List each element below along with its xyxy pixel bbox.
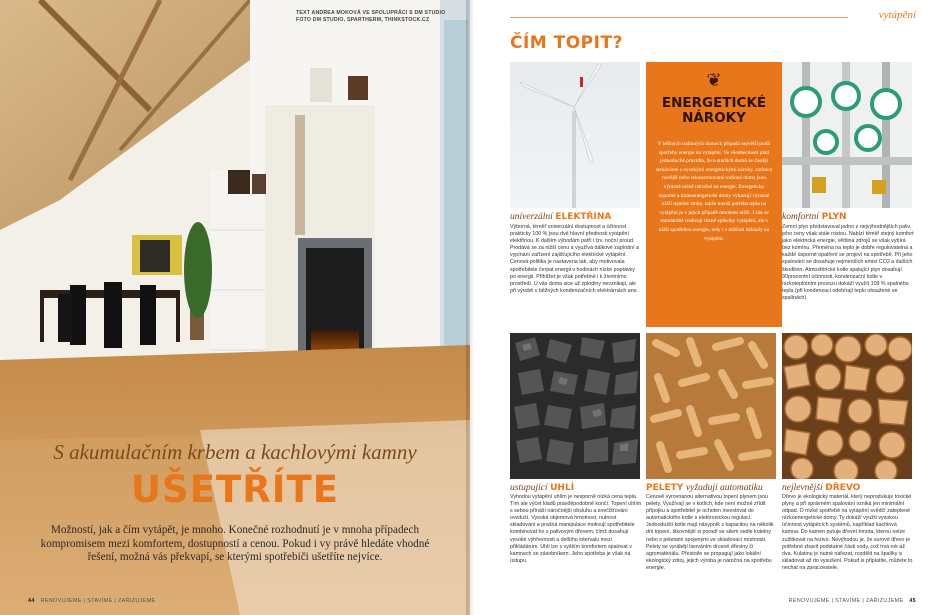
gas-heading-caps: PLYN [821,212,847,222]
wood-heading-italic: nejlevnější [782,483,823,493]
section-rule [510,17,848,18]
page-number-right: 45 [909,598,916,604]
page-gutter-shadow [466,0,474,615]
energy-requirements-box [646,62,782,327]
gas-heading [782,211,847,223]
right-page [470,0,940,615]
page-number-left: 44 [28,598,35,604]
electricity-text: Výborná, téměř univerzální dostupnost a účinnost prakticky 100 % jsou dvě hlavní přednosti vytápění elektřinou. K dalším výhodám patří i tzv. noční proud. Prodává se za nižší cenu a využívá dálkové zapínání a vypínání zařízení zajišťujícího elektrické vytápění. Cenová politika je nastavena tak, aby motivovala spotřebitele čerpat energii v hodinách nízké poptávky po energii. Přihlížet je však potřebné i k životnímu prostředí. U vás doma sice už zplodiny nevznikají, ale při výrobě v běžných kondenzačních elektrárnách ano. [510,224,639,294]
gas-text: Zemní plyn představoval jedno z nejvýhodnějších paliv, jeho ceny však stále rostou. Nabízí téměř stejný komfort jako elektrická energie, většina zdrojů se však vybírá bez komínu. Přeměna na teplo je dobře regulovatelná a každé úsporné opatření se projeví na spotřebě. Při jeho spalování se dosahuje nejmenších emisí CO2 a dalších škodlivin. Atmosférické kotle spalující plyn dosahují 90procentní účinnosti, kondenzační kotle v nízkoteplotním provozu dokáží využít 109 % spalného tepla (při kondenzaci odebírají teplo obsažené ve spalinách). [782,224,914,301]
wood-heading-caps: DŘEVO [825,483,861,493]
energy-title-line-1: ENERGETICKÉ [661,95,767,111]
pellets-heading [646,482,763,494]
coal-heading-caps: UHLÍ [550,483,575,493]
electricity-heading-caps: ELEKTŘINA [555,212,612,222]
coal-heading-italic: ustupující [510,483,548,493]
credit-photo-line: FOTO DM STUDIO, SPARTHERM, THINKSTOCK.CZ [296,17,430,23]
magazine-name-left: RENOVUJEME | STAVÍME | ZAŘIZUJEME [40,598,156,604]
section-tag: vytápění [878,9,916,21]
wood-heading [782,482,860,494]
energy-box-title [646,96,782,126]
wood-text: Dřevo je ekologický materiál, který neprodukuje toxické plyny a při správném spalování vzniká jen minimální odpad. O nízké spotřebě na vytápění svědčí zateplené nízkoenergetické domy. Ty dokáží využít vysokou účinnost vytápěcích systémů, například kachlová kamna. Do kamen putuje dřevní hmota, kterou nelze zužitkovat na řezivo. Nevýhodou je, že surové dřevo je potřebné zbavit podstatné části vody, což trvá rok až dva. Kulatinu je nutné nařezat, rozdělit na špalíky a skladovat až do vysušení. Pokud si připlatíte, můžete to nechat na zpracovatele. [782,494,913,571]
coal-heading [510,482,574,494]
coal-photo [510,333,640,479]
energy-box-text: V běžných rodinných domech připadá největší podíl spotřeby energie na vytápění. Ve všeobecnosti platí jednoduché pravidlo, že u starších domů se častěji setkáváme s vysokými energetickými nároky, zatímco novější nebo rekonstruované rodinné domy jsou výrazně méně náročné na energie. Energeticky úsporné a nízkoenergetické domy vykazují výrazně nižší tepelné ztráty, takže menší potřeba tepla na vytápění je v jejich případě mnohem nižší. I zde se standardně realizují různé způsoby vytápění, ale s nižší spotřebou energie, tedy i s nižšími náklady na vytápění. [655,141,773,242]
firewood-photo [782,333,912,479]
wind-turbine-photo [510,62,640,208]
energy-title-line-2: NÁROKY [682,110,746,126]
ornament-icon: ❦ [706,70,722,90]
page-title: ČÍM TOPIT? [510,33,623,53]
credit-text-line: TEXT ANDREA MOKOVÁ VE SPOLUPRÁCI S DM STUDIO [296,10,446,16]
electricity-heading [510,211,611,223]
pellets-text: Cenově vyrovnanou alternativou topení plynem jsou pelety. Využívají se v kotlích, kde není možné zřídit přípojku a spotřebitel je ochoten investovat do automatického kotle s elektronickou regulací. Jednodušší kotle mají násypník s kapacitou na několik dní topení, šikovnější si poradí se silem vedle kotelny nebo s peletami spojenými ve skladovací místnosti. Pelety se vyrábějí lisováním drcené dřeviny či agromateriálu. Přestože se propagují jako lokální ekologický zdroj, jejich výroba je náročná na spotřebu energie. [646,494,774,571]
photo-credits [296,10,445,24]
left-footer [28,598,155,604]
pellets-heading-caps: PELETY [646,483,684,493]
pellets-heading-italic: vyžadují automatiku [685,483,763,493]
pellets-photo [646,333,776,479]
electricity-heading-italic: univerzální [510,212,553,222]
lead-paragraph: Možností, jak a čím vytápět, je mnoho. Konečné rozhodnutí je v mnoha případech kompromisem mezi komfortem, dostupností a cenou. Pokud i vy právě hledáte vhodné řešení, možná vás překvapí, se kterými spotřebiči ušetříte nejvíce. [40,524,430,564]
gas-meters-photo [782,62,912,208]
coal-text: Vyhodou vytápění uhlím je nesporně nízká cena tepla. Tím ale výčet kladů pravděpodobně končí. Topení uhlím s sebou přináší náročnější obsluhu a znečišťování ovzduší. Vysoká objemová hmotnost, nutnost skladování a prašná manipulace motivují spotřebitele kombinovat ho s palivovým dřevem, čímž dosahují vysoké výhřevnosti a delšího intervalu mezi přikládáním. Uhlí lze s vyšším komfortem spalovat v kamnech se zásobníkem. Jeho spotřeba je však na ústupu. [510,494,642,564]
headline-script: S akumulačním krbem a kachlovými kamny [53,440,417,464]
gas-heading-italic: komfortní [782,212,819,222]
right-footer [789,598,916,604]
headline-big: UŠETŘÍTE [131,468,339,511]
magazine-name-right: RENOVUJEME | STAVÍME | ZAŘIZUJEME [788,598,904,604]
